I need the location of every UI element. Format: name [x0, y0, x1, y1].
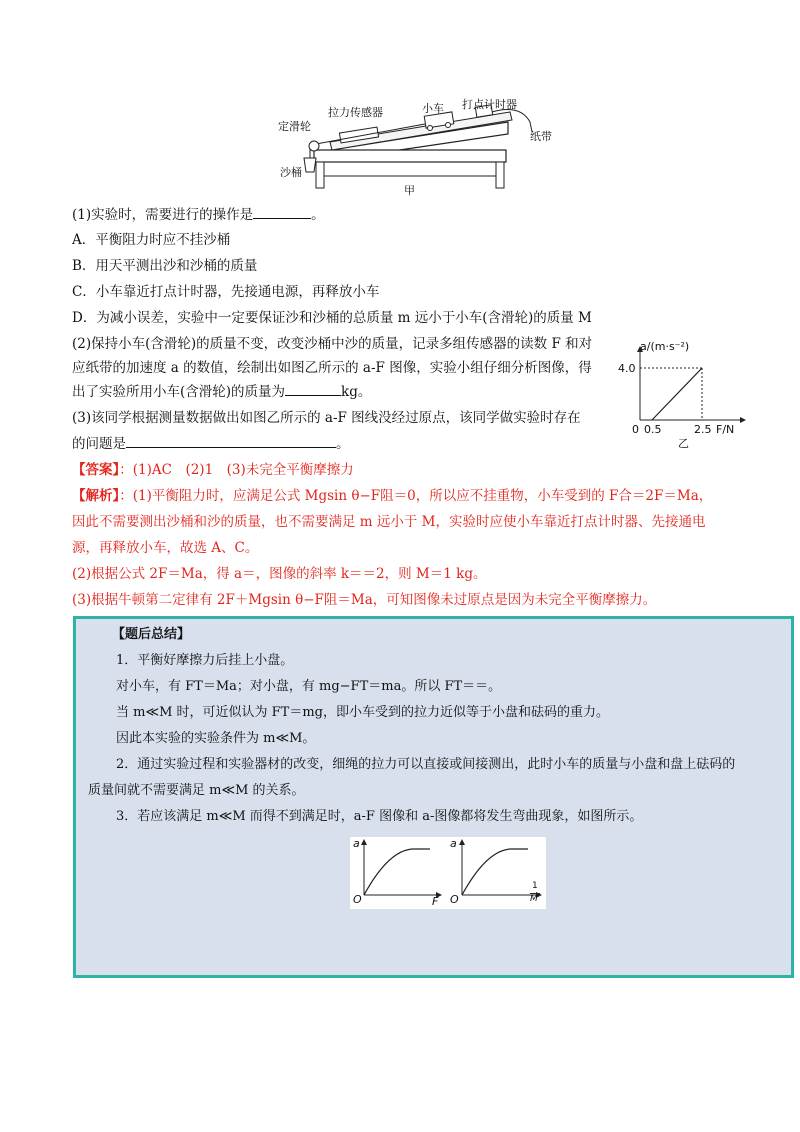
analysis-text-1: ：(1)平衡阻力时，应满足公式 Mgsin θ−F阻＝0，所以应不挂重物，小车受到的 F合＝2F＝Ma，: [119, 488, 713, 504]
answer-label: 【答案】: [72, 462, 120, 478]
analysis-line3: 源，再释放小车，故选 A、C。: [72, 540, 259, 556]
answer-blank-1: [253, 206, 311, 219]
graph-yi-ylabel: a/(m·s⁻²): [640, 340, 690, 353]
answer-text: ：(1)AC (2)1 (3)未完全平衡摩擦力: [119, 462, 354, 478]
summary-box: [73, 616, 794, 978]
question2-line1: (2)保持小车(含滑轮)的质量不变，改变沙桶中沙的质量，记录多组传感器的读数 F 和对: [72, 336, 593, 352]
question1-stem: [72, 205, 325, 225]
graph-yi-caption: 乙: [678, 437, 689, 450]
question2-unit: kg。: [341, 384, 372, 400]
summary-line5: 2．通过实验过程和实验器材的改变，细绳的拉力可以直接或间接测出，此时小车的质量与小盘和盘上砝码的: [116, 757, 736, 772]
question3-end: 。: [336, 436, 350, 452]
curve2-ylabel: a: [450, 837, 457, 850]
answer-blank-2: [285, 383, 341, 396]
summary-line3: 当 m≪M 时，可近似认为 FT＝mg，即小车受到的拉力近似等于小盘和砝码的重力。: [116, 705, 609, 720]
graph-yi: [618, 338, 748, 448]
curve1-ylabel: a: [353, 837, 360, 850]
option-a: A．平衡阻力时应不挂沙桶: [72, 232, 231, 248]
answer-line: [72, 460, 354, 480]
question3-line2: [72, 434, 350, 454]
curve1-xlabel: F: [432, 895, 439, 908]
summary-line1: 1．平衡好摩擦力后挂上小盘。: [116, 653, 294, 668]
graph-yi-xtick-1: 0.5: [644, 423, 662, 436]
analysis-line4: (2)根据公式 2F＝Ma，得 a＝，图像的斜率 k＝＝2，则 M＝1 kg。: [72, 566, 487, 582]
analysis-line1: [72, 486, 712, 506]
question1-stem-text: (1)实验时，需要进行的操作是: [72, 207, 254, 223]
answer-blank-3: [126, 435, 336, 448]
curve2-origin: O: [450, 893, 459, 906]
curve2-xlabel-den: M: [530, 894, 538, 904]
pulley-label: 定滑轮: [278, 120, 311, 133]
graph-yi-xtick-0: 0: [632, 423, 639, 436]
analysis-line2: 因此不需要测出沙桶和沙的质量，也不需要满足 m 远小于 M，实验时应使小车靠近打点计时器、先接通电: [72, 514, 706, 530]
option-c: C．小车靠近打点计时器，先接通电源，再释放小车: [72, 284, 380, 300]
question2-line3-text: 出了实验所用小车(含滑轮)的质量为: [72, 384, 286, 400]
option-b: B．用天平测出沙和沙桶的质量: [72, 258, 258, 274]
graph-yi-xlabel: F/N: [716, 423, 735, 436]
sensor-label: 拉力传感器: [328, 106, 383, 119]
summary-title: 【题后总结】: [112, 627, 191, 642]
summary-line2: 对小车，有 FT＝Ma；对小盘，有 mg−FT＝ma。所以 FT＝＝。: [116, 679, 502, 694]
question2-line2: 应纸带的加速度 a 的数值，绘制出如图乙所示的 a-F 图像，实验小组仔细分析图像，得: [72, 360, 592, 376]
timer-label: 打点计时器: [462, 98, 517, 111]
graph-yi-ytick: 4.0: [618, 362, 636, 375]
question1-stem-end: 。: [311, 207, 325, 223]
apparatus-figure: [270, 92, 570, 202]
analysis-line5: (3)根据牛顿第二定律有 2F＋Mgsin θ−F阻＝Ma，可知图像未过原点是因为未完全平衡摩擦力。: [72, 592, 657, 608]
curve1-origin: O: [353, 893, 362, 906]
curve-graphs-drawing: [350, 837, 546, 909]
summary-line7: 3．若应该满足 m≪M 而得不到满足时，a-F 图像和 a-图像都将发生弯曲现象，如图所示。: [116, 809, 643, 824]
graph-yi-xtick-2: 2.5: [694, 423, 712, 436]
question2-line3: [72, 382, 371, 402]
figure-caption-jia: 甲: [404, 184, 415, 197]
curve-graphs: [350, 837, 546, 909]
tape-label: 纸带: [530, 130, 552, 143]
summary-line4: 因此本实验的实验条件为 m≪M。: [116, 731, 316, 746]
question3-line1: (3)该同学根据测量数据做出如图乙所示的 a-F 图线没经过原点，该同学做实验时存在: [72, 410, 581, 426]
cart-label: 小车: [422, 102, 444, 115]
question3-line2-text: 的问题是: [72, 436, 126, 452]
option-d: D．为减小误差，实验中一定要保证沙和沙桶的总质量 m 远小于小车(含滑轮)的质量 M: [72, 310, 592, 326]
curve2-xlabel-num: 1: [532, 881, 538, 891]
summary-line6: 质量间就不需要满足 m≪M 的关系。: [88, 783, 305, 798]
bucket-label: 沙桶: [280, 166, 302, 179]
apparatus-drawing: [270, 92, 570, 202]
analysis-label: 【解析】: [72, 488, 120, 504]
